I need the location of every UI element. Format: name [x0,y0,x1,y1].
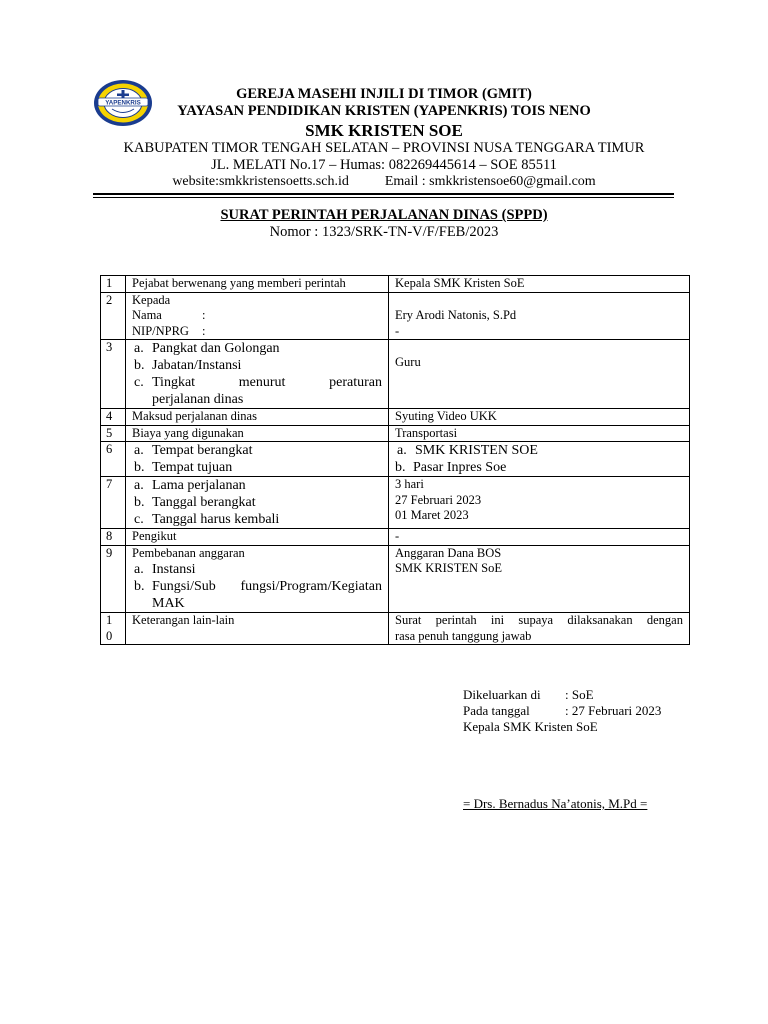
list-letter: c. [134,375,144,390]
row-label: Keterangan lain-lain [126,613,389,645]
list-letter: a. [134,478,144,493]
row-number-digit: 0 [106,628,113,643]
keterangan-word: perintah [435,613,477,627]
nama-label: Nama [132,308,162,322]
lama-label: Lama perjalanan [152,478,246,493]
nip-colon: : [202,323,206,338]
row-label: Pengikut [126,529,389,546]
tanggal-berangkat-value: 27 Februari 2023 [395,492,482,507]
table-row [101,409,690,426]
row-label: Maksud perjalanan dinas [126,409,389,426]
row-label [126,477,389,529]
row-number [101,613,126,645]
row-number: 8 [101,529,126,546]
instansi-value: SMK KRISTEN SoE [395,561,502,575]
tingkat-label [152,374,382,391]
tanggal-kembali-label: Tanggal harus kembali [152,512,280,527]
row-value [389,442,690,477]
header-divider-thin [93,197,674,198]
keterangan-word: supaya [518,613,554,627]
row-number-digit: 1 [106,613,113,627]
date-value: : 27 Februari 2023 [565,703,662,718]
fungsi-word: Fungsi/Sub [152,579,216,594]
foundation-name: YAYASAN PENDIDIKAN KRISTEN (YAPENKRIS) TOIS NENO [177,103,591,119]
list-letter: b. [134,358,145,373]
fungsi-word: fungsi/Program/Kegiatan [240,579,382,594]
tempat-tujuan-value: Pasar Inpres Soe [413,460,507,475]
header-divider [93,193,674,195]
row-value: - [389,529,690,546]
sppd-table [100,275,690,645]
row-label: Pejabat berwenang yang memberi perintah [126,276,389,293]
row-number: 3 [101,340,126,409]
school-name: SMK KRISTEN SOE [305,121,463,140]
keterangan-line1 [395,613,683,629]
nama-value: Ery Arodi Natonis, S.Pd [395,308,517,322]
tanggal-berangkat-label: Tanggal berangkat [152,495,256,510]
issued-label: Dikeluarkan di [463,687,541,702]
jabatan-value: Guru [395,355,421,369]
keterangan-word: Surat [395,613,422,627]
table-row [101,292,690,340]
table-row [101,477,690,529]
document-number: Nomor : 1323/SRK-TN-V/F/FEB/2023 [269,224,499,240]
row-label [126,340,389,409]
row-number: 9 [101,545,126,613]
nama-colon: : [202,308,206,322]
tempat-berangkat-label: Tempat berangkat [152,443,253,458]
issued-date [463,703,661,719]
row-value [389,545,690,613]
row-value [389,340,690,409]
anggaran-value: Anggaran Dana BOS [395,545,502,560]
table-row [101,425,690,442]
keterangan-word: dengan [646,613,683,627]
row-number: 2 [101,292,126,340]
tempat-berangkat-value: SMK KRISTEN SOE [415,443,538,458]
issued-value: : SoE [565,687,594,702]
tanggal-kembali-value: 01 Maret 2023 [395,508,469,522]
row-number: 4 [101,409,126,426]
table-row [101,529,690,546]
tempat-tujuan-label: Tempat tujuan [152,460,233,475]
jabatan-label: Jabatan/Instansi [152,358,242,373]
table-row [101,276,690,293]
tingkat-word: menurut [238,375,286,390]
row-value: Kepala SMK Kristen SoE [389,276,690,293]
tingkat-word: peraturan [329,375,382,390]
row-value: Transportasi [389,425,690,442]
kepada-label: Kepada [132,292,171,307]
keterangan-line2: rasa penuh tanggung jawab [395,628,532,643]
nip-value: - [395,323,400,338]
row-value [389,292,690,340]
church-name: GEREJA MASEHI INJILI DI TIMOR (GMIT) [236,86,532,102]
table-row [101,545,690,613]
fungsi-label [152,578,382,595]
row-value [389,613,690,645]
row-number: 6 [101,442,126,477]
instansi-label: Instansi [152,562,196,577]
table-row [101,442,690,477]
contact-line [0,174,768,190]
row-number: 7 [101,477,126,529]
document-title: SURAT PERINTAH PERJALANAN DINAS (SPPD) [220,207,548,223]
issued-at [463,687,594,703]
list-letter: a. [134,562,144,577]
list-letter: b. [134,579,145,594]
list-letter: b. [134,460,145,475]
pembebanan-label: Pembebanan anggaran [132,545,245,560]
table-row [101,340,690,409]
signer-position: Kepala SMK Kristen SoE [463,719,598,734]
row-value [389,477,690,529]
row-label: Biaya yang digunakan [126,425,389,442]
list-letter: b. [395,460,406,475]
list-letter: a. [134,341,144,356]
region-line: KABUPATEN TIMOR TENGAH SELATAN – PROVINSI NUSA TENGGARA TIMUR [123,140,645,156]
pangkat-label: Pangkat dan Golongan [152,341,280,356]
row-value: Syuting Video UKK [389,409,690,426]
address-line: JL. MELATI No.17 – Humas: 082269445614 – SOE 85511 [211,157,557,173]
mak-label: MAK [152,596,185,611]
list-letter: b. [134,495,145,510]
list-letter: a. [134,443,144,458]
row-number: 1 [101,276,126,293]
tingkat-label-cont: perjalanan dinas [152,392,244,407]
keterangan-word: ini [490,613,505,627]
logo-text: YAPENKRIS [105,99,141,107]
row-label [126,545,389,613]
nip-label: NIP/NPRG [132,323,189,338]
email-text: Email : smkkristensoe60@gmail.com [384,174,596,189]
list-letter: a. [397,443,407,458]
row-label [126,292,389,340]
list-letter: c. [134,512,144,527]
lama-value: 3 hari [395,477,424,491]
table-row [101,613,690,645]
date-label: Pada tanggal [463,703,530,718]
signer-name: = Drs. Bernadus Na’atonis, M.Pd = [463,796,648,811]
tingkat-word: Tingkat [152,375,196,390]
row-label [126,442,389,477]
row-number: 5 [101,425,126,442]
website-text: website:smkkristensoetts.sch.id [172,174,349,189]
keterangan-word: dilaksanakan [567,613,633,627]
